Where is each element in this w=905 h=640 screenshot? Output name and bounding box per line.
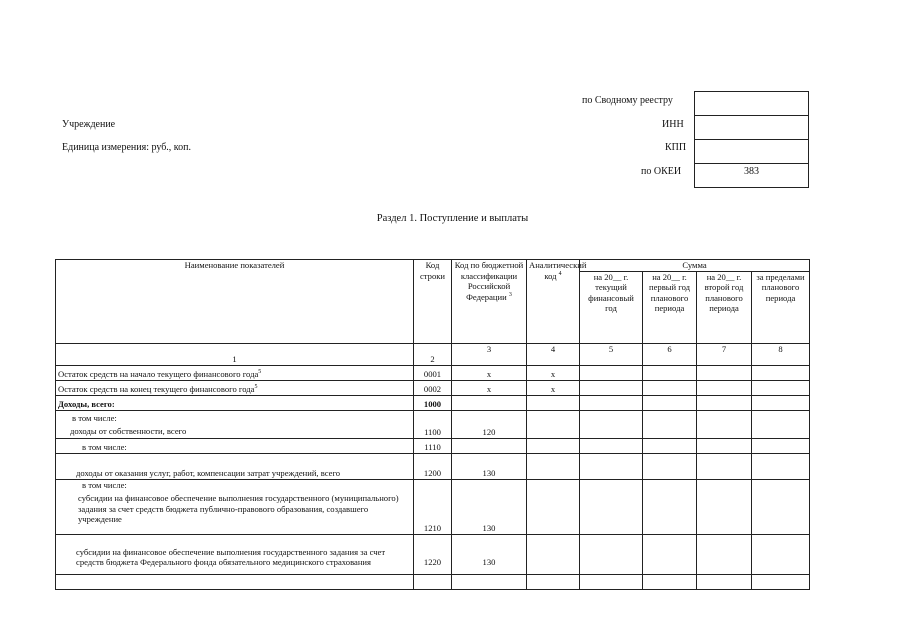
column-numbers-row [56, 343, 810, 365]
row-name: доходы от оказания услуг, работ, компенсации затрат учреждений, всего [56, 453, 414, 479]
row-budget: 130 [452, 453, 527, 479]
row-sum-cell[interactable] [580, 380, 643, 395]
row-sum-cell[interactable] [580, 479, 643, 534]
header-name: Наименование показателей [56, 260, 414, 344]
okei-value: 383 [744, 166, 759, 177]
row-sum-cell[interactable] [580, 453, 643, 479]
row-sum-cell[interactable] [580, 395, 643, 410]
row-sum-cell[interactable] [752, 380, 810, 395]
row-sum-cell[interactable] [752, 453, 810, 479]
row-name: в том числе: субсидии на финансовое обеспечение выполнения государственного (муниципального) задания за счет средств бюджета публично-правового образования, создавшего учреждение [56, 479, 414, 534]
row-code: 1220 [414, 534, 452, 574]
row-name: Остаток средств на конец текущего финансового года$^5$ [56, 380, 414, 395]
header-budget-code: Код по бюджетной классификации Российской Федерации $^3$ [452, 260, 527, 344]
row-analytic [527, 453, 580, 479]
institution-label: Учреждение [62, 119, 116, 130]
okei-field[interactable] [694, 163, 809, 188]
row-code: 0001 [414, 365, 452, 380]
inn-field[interactable] [694, 115, 809, 140]
row-sum-cell[interactable] [697, 479, 752, 534]
section-title: Раздел 1. Поступление и выплаты [376, 213, 529, 224]
row-analytic [527, 438, 580, 453]
row-code: 1000 [414, 395, 452, 410]
row-sum-cell[interactable] [580, 574, 643, 589]
row-name [56, 574, 414, 589]
row-sum-cell[interactable] [643, 453, 697, 479]
table-row [56, 410, 810, 438]
row-name: в том числе: доходы от собственности, всего [56, 410, 414, 438]
row-code: 1110 [414, 438, 452, 453]
row-sum-cell[interactable] [697, 438, 752, 453]
table-row [56, 438, 810, 453]
row-sum-cell[interactable] [643, 534, 697, 574]
row-sum-cell[interactable] [643, 574, 697, 589]
row-budget: 120 [452, 410, 527, 438]
header-beyond: за пределами планового периода [752, 271, 810, 343]
table-row [56, 365, 810, 380]
row-sum-cell[interactable] [752, 395, 810, 410]
row-sum-cell[interactable] [752, 410, 810, 438]
row-analytic [527, 534, 580, 574]
row-budget: 130 [452, 479, 527, 534]
row-name: в том числе: [56, 438, 414, 453]
row-name: Доходы, всего: [56, 395, 414, 410]
row-sum-cell[interactable] [580, 365, 643, 380]
col-num: 4 [527, 343, 580, 365]
row-sum-cell[interactable] [643, 438, 697, 453]
row-sum-cell[interactable] [580, 438, 643, 453]
kpp-label: КПП [665, 142, 687, 153]
row-code: 1200 [414, 453, 452, 479]
row-budget: x [452, 380, 527, 395]
col-num: 6 [643, 343, 697, 365]
col-num: 7 [697, 343, 752, 365]
row-sum-cell[interactable] [643, 410, 697, 438]
col-num: 1 [56, 343, 414, 365]
row-sum-cell[interactable] [697, 534, 752, 574]
row-sum-cell[interactable] [580, 410, 643, 438]
row-sum-cell[interactable] [643, 380, 697, 395]
header-row-code: Код строки [414, 260, 452, 344]
table-row [56, 395, 810, 410]
row-budget [452, 574, 527, 589]
row-budget [452, 395, 527, 410]
row-sum-cell[interactable] [752, 574, 810, 589]
row-sum-cell[interactable] [752, 438, 810, 453]
okei-label: по ОКЕИ [641, 166, 682, 177]
unit-label: Единица измерения: руб., коп. [62, 142, 192, 153]
inn-label: ИНН [662, 119, 684, 130]
row-sum-cell[interactable] [643, 365, 697, 380]
row-code: 0002 [414, 380, 452, 395]
col-num: 5 [580, 343, 643, 365]
row-sum-cell[interactable] [643, 479, 697, 534]
row-name: субсидии на финансовое обеспечение выполнения государственного задания за счет средств бюджета Федерального фонда обязательного медицинского страхования [56, 534, 414, 574]
header-year-first: на 20__ г. первый год планового периода [643, 271, 697, 343]
row-sum-cell[interactable] [752, 365, 810, 380]
row-analytic [527, 410, 580, 438]
register-field[interactable] [694, 91, 809, 116]
row-budget: x [452, 365, 527, 380]
row-sum-cell[interactable] [697, 365, 752, 380]
row-budget [452, 438, 527, 453]
register-label: по Сводному реестру [582, 95, 673, 106]
header-year-current: на 20__ г. текущий финансовый год [580, 271, 643, 343]
row-sum-cell[interactable] [752, 534, 810, 574]
row-sum-cell[interactable] [643, 395, 697, 410]
row-analytic: x [527, 365, 580, 380]
row-budget: 130 [452, 534, 527, 574]
col-num: 8 [752, 343, 810, 365]
table-row [56, 479, 810, 534]
row-analytic [527, 479, 580, 534]
row-code: 1100 [414, 410, 452, 438]
table-row [56, 380, 810, 395]
row-analytic [527, 395, 580, 410]
row-name: Остаток средств на начало текущего финансового года$^5$ [56, 365, 414, 380]
income-expense-table [55, 259, 810, 590]
header-analytic-code: Аналитический код $^4$ [527, 260, 580, 344]
header-year-second: на 20__ г. второй год планового периода [697, 271, 752, 343]
table-row [56, 574, 810, 589]
row-sum-cell[interactable] [697, 453, 752, 479]
row-code: 1210 [414, 479, 452, 534]
kpp-field[interactable] [694, 139, 809, 164]
table-row [56, 534, 810, 574]
col-num: 2 [414, 343, 452, 365]
row-sum-cell[interactable] [697, 410, 752, 438]
row-analytic [527, 574, 580, 589]
row-code [414, 574, 452, 589]
header-sum: Сумма [580, 260, 810, 272]
col-num: 3 [452, 343, 527, 365]
row-sum-cell[interactable] [697, 395, 752, 410]
row-sum-cell[interactable] [697, 574, 752, 589]
row-sum-cell[interactable] [697, 380, 752, 395]
row-sum-cell[interactable] [752, 479, 810, 534]
table-row [56, 453, 810, 479]
row-analytic: x [527, 380, 580, 395]
row-sum-cell[interactable] [580, 534, 643, 574]
